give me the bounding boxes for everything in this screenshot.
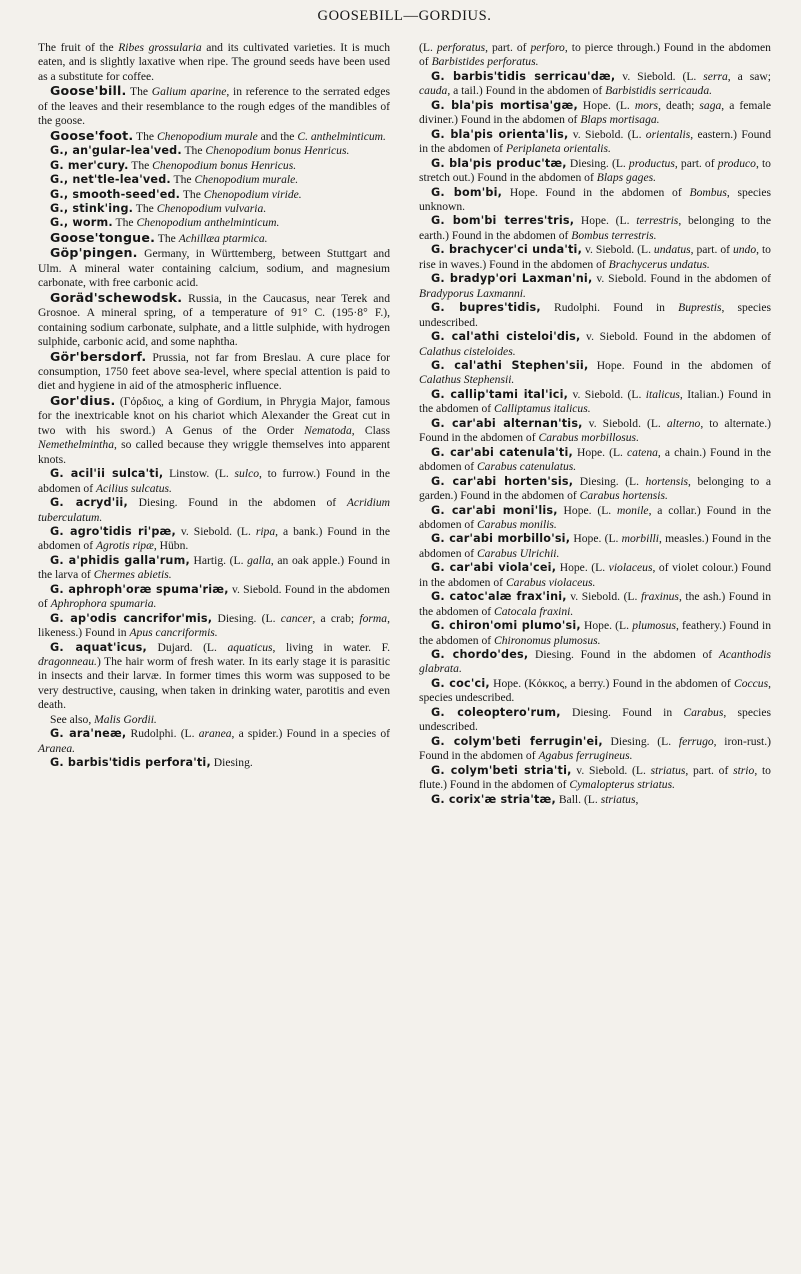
entry-definition: The Chenopodium bonus Henricus. — [181, 144, 350, 158]
dictionary-entry — [419, 388, 771, 417]
entry-headword: G. coc'ci, — [431, 676, 490, 690]
entry-definition: Hope. Found in the abdomen of Bombus, species unknown. — [419, 185, 771, 213]
dictionary-entry — [419, 561, 771, 590]
dictionary-entry — [419, 157, 771, 186]
entry-headword: G. coleoptero'rum, — [431, 705, 561, 719]
entry-headword: G. colym'beti ferrugin'ei, — [431, 734, 603, 748]
entry-definition: Hope. (L. morbilli, measles.) Found in the abdomen of Carabus Ulrichii. — [419, 532, 771, 560]
entry-headword: G. ara'neæ, — [50, 727, 127, 741]
entry-definition: v. Siebold. Found in the abdomen of Calathus cisteloides. — [419, 330, 771, 358]
dictionary-entry — [38, 216, 390, 230]
dictionary-entry — [38, 144, 390, 158]
entry-headword: G. ap'odis cancrifor'mis, — [50, 611, 213, 625]
dictionary-entry — [419, 475, 771, 504]
entry-definition: Diesing. (L. productus, part. of produco, to stretch out.) Found in the abdomen of Blaps gages. — [419, 156, 771, 185]
dictionary-entry — [38, 525, 390, 554]
dictionary-entry — [38, 583, 390, 612]
entry-headword: G. cal'athi cisteloi'dis, — [431, 330, 581, 344]
entry-definition: Diesing. (L. cancer, a crab; forma, likeness.) Found in Apus cancriformis. — [38, 611, 390, 640]
dictionary-entry — [419, 590, 771, 619]
entry-headword: Gör'bersdorf. — [50, 348, 147, 364]
dictionary-entry — [419, 735, 771, 764]
dictionary-entry — [38, 173, 390, 187]
entry-headword: G. car'abi alternan'tis, — [431, 416, 583, 430]
entry-definition: Hope. (L. terrestris, belonging to the earth.) Found in the abdomen of Bombus terrestris. — [419, 214, 771, 242]
dictionary-entry — [419, 243, 771, 272]
dictionary-entry — [38, 129, 390, 144]
entry-definition: v. Siebold. (L. fraxinus, the ash.) Found in the abdomen of Catocala fraxini. — [419, 590, 771, 618]
dictionary-entry — [419, 128, 771, 157]
entry-headword: G. bla'pis orienta'lis, — [431, 127, 569, 141]
entry-headword: G. bom'bi, — [431, 185, 503, 199]
dictionary-entry — [38, 291, 390, 350]
entry-definition: Hope. (L. monile, a collar.) Found in the abdomen of Carabus monilis. — [419, 503, 771, 531]
entry-headword: G. chordo'des, — [431, 648, 529, 662]
entry-headword: G. catoc'alæ frax'ini, — [431, 590, 567, 604]
entry-definition: The Achillæa ptarmica. — [155, 231, 268, 245]
entry-headword: G. aquat'icus, — [50, 640, 147, 654]
entry-definition: Diesing. — [210, 756, 253, 770]
entry-definition: Hope. (L. mors, death; saga, a female diviner.) Found in the abdomen of Blaps mortisaga. — [419, 98, 771, 127]
entry-definition: Diesing. Found in the abdomen of Acridium tuberculatum. — [38, 496, 390, 524]
entry-definition: Hartig. (L. galla, an oak apple.) Found in the larva of Chermes abietis. — [38, 553, 390, 582]
entry-headword: G. car'abi moni'lis, — [431, 503, 558, 517]
dictionary-entry — [38, 496, 390, 525]
entry-definition: Diesing. Found in the abdomen of Acanthodis glabrata. — [419, 648, 771, 676]
entry-headword: G. barbis'tidis perfora'ti, — [50, 756, 211, 770]
entry-definition: v. Siebold. (L. serra, a saw; cauda, a tail.) Found in the abdomen of Barbistidis serricauda. — [419, 69, 771, 98]
dictionary-entry — [38, 188, 390, 202]
entry-headword: G. bla'pis mortisa'gæ, — [431, 98, 578, 112]
dictionary-entry — [419, 330, 771, 359]
dictionary-entry — [38, 246, 390, 290]
entry-headword: Goräd'schewodsk. — [50, 289, 183, 305]
dictionary-entry — [38, 641, 390, 713]
entry-definition: (Γόρδιος, a king of Gordium, in Phrygia Major, famous for the inextricable knot on his chariot which Alexander the Great cut in two with his sword.) A Genus of the Order Nematoda, Class Nemethelmintha, so called because they wriggle themselves into apparent knots. — [38, 394, 390, 466]
dictionary-entry — [38, 756, 390, 770]
entry-definition: Diesing. Found in Carabus, species undescribed. — [419, 705, 771, 734]
entry-headword: G. mer'cury. — [50, 158, 129, 172]
entry-headword: G. corix'æ stria'tæ, — [431, 792, 556, 806]
entry-headword: Goose'bill. — [50, 83, 127, 99]
entry-definition: The Chenopodium bonus Henricus. — [128, 158, 297, 172]
dictionary-entry — [38, 612, 390, 641]
entry-definition: Dujard. (L. aquaticus, living in water. F. dragonneau.) The hair worm of fresh water. In its early stage it is parasitic in insects and their larvæ. In former times this worm was supposed to be very destructive, causing, when taken in drinking water, parotitis and even death. — [38, 640, 390, 712]
entry-definition: v. Siebold. (L. orientalis, eastern.) Found in the abdomen of Periplaneta orientalis. — [419, 127, 771, 156]
entry-headword: G. car'abi horten'sis, — [431, 474, 574, 488]
dictionary-entry — [38, 41, 390, 84]
entry-headword: G., smooth-seed'ed. — [50, 187, 181, 201]
entry-headword: Goose'foot. — [50, 127, 134, 143]
entry-headword: G. bom'bi terres'tris, — [431, 214, 575, 228]
dictionary-entry — [419, 41, 771, 70]
entry-definition: Diesing. (L. ferrugo, iron-rust.) Found in the abdomen of Agabus ferrugineus. — [419, 734, 771, 763]
entry-definition: The Galium aparine, in reference to the serrated edges of the leaves and their resemblance to the rough edges of the mandibles of the goose. — [38, 85, 390, 128]
entry-headword: Göp'pingen. — [50, 245, 138, 261]
dictionary-entry — [419, 272, 771, 301]
entry-definition: Diesing. (L. hortensis, belonging to a garden.) Found in the abdomen of Carabus hortensis. — [419, 474, 771, 503]
entry-headword: G. barbis'tidis serricau'dæ, — [431, 69, 616, 83]
entry-headword: G., net'tle-lea'ved. — [50, 173, 171, 187]
dictionary-entry — [419, 70, 771, 99]
entry-definition: Ball. (L. striatus, — [555, 792, 639, 806]
dictionary-entry — [419, 186, 771, 215]
entry-definition: Prussia, not far from Breslau. A cure place for consumption, 1750 feet above sea-level, where special attention is paid to diet and hygiene in aid of the atmospheric influence. — [38, 350, 390, 393]
entry-headword: G. cal'athi Stephen'sii, — [431, 358, 589, 372]
entry-definition: Germany, in Württemberg, between Stuttgart and Ulm. A mineral water containing calcium, sodium, and magnesium carbonate, with free carbonic acid. — [38, 247, 390, 290]
dictionary-entry — [419, 532, 771, 561]
entry-headword: G., an'gular-lea'ved. — [50, 144, 182, 158]
entry-definition: The Chenopodium murale. — [170, 173, 299, 187]
right-column — [419, 41, 771, 807]
entry-headword: G. bupres'tidis, — [431, 301, 541, 315]
entry-headword: G. acil'ii sulca'ti, — [50, 467, 164, 481]
dictionary-entry — [419, 648, 771, 677]
dictionary-entry — [38, 394, 390, 467]
entry-definition: v. Siebold. (L. undatus, part. of undo, to rise in waves.) Found in the abdomen of Brachycerus undatus. — [419, 243, 771, 271]
dictionary-entry — [38, 202, 390, 216]
entry-headword: G. colym'beti stria'ti, — [431, 763, 572, 777]
dictionary-entry — [419, 619, 771, 648]
dictionary-entry — [419, 764, 771, 793]
entry-headword: G. callip'tami ital'ici, — [431, 387, 569, 401]
entry-definition: Hope. (L. plumosus, feathery.) Found in the abdomen of Chironomus plumosus. — [419, 619, 771, 647]
entry-headword: G. brachycer'ci unda'ti, — [431, 243, 583, 257]
dictionary-entry — [419, 706, 771, 735]
entry-definition: (L. perforatus, part. of perforo, to pierce through.) Found in the abdomen of Barbistides perforatus. — [419, 41, 771, 69]
dictionary-entry — [419, 793, 771, 807]
dictionary-entry — [38, 84, 390, 128]
entry-definition: v. Siebold. Found in the abdomen of Aphrophora spumaria. — [38, 582, 390, 611]
entry-definition: v. Siebold. (L. ripa, a bank.) Found in the abdomen of Agrotis ripæ, Hübn. — [38, 524, 390, 553]
dictionary-entry — [38, 727, 390, 756]
entry-headword: G., worm. — [50, 216, 113, 230]
entry-definition: Hope. (Κόκκος, a berry.) Found in the abdomen of Coccus, species undescribed. — [419, 676, 772, 705]
entry-headword: G. car'abi catenula'ti, — [431, 445, 573, 459]
entry-definition: See also, Malis Gordii. — [50, 712, 157, 726]
dictionary-entry — [38, 554, 390, 583]
entry-definition: Rudolphi. Found in Buprestis, species undescribed. — [419, 301, 771, 329]
entry-headword: G. chiron'omi plumo'si, — [431, 619, 581, 633]
entry-definition: v. Siebold. (L. italicus, Italian.) Found in the abdomen of Calliptamus italicus. — [419, 387, 772, 416]
entry-definition: The Chenopodium viride. — [180, 187, 302, 201]
entry-definition: The Chenopodium murale and the C. anthelminticum. — [133, 129, 386, 143]
dictionary-entry — [38, 159, 390, 173]
entry-headword: G., stink'ing. — [50, 201, 134, 215]
entry-headword: G. agro'tidis ri'pæ, — [50, 524, 176, 538]
entry-definition: The Chenopodium vulvaria. — [133, 201, 267, 215]
entry-headword: G. aphroph'oræ spuma'riæ, — [50, 582, 229, 596]
dictionary-entry — [419, 99, 771, 128]
running-head: GOOSEBILL—GORDIUS. — [317, 8, 492, 24]
entry-definition: Hope. (L. violaceus, of violet colour.) Found in the abdomen of Carabus violaceus. — [419, 561, 771, 589]
entry-definition: v. Siebold. Found in the abdomen of Bradyporus Laxmanni. — [419, 272, 771, 300]
entry-definition: v. Siebold. (L. alterno, to alternate.) Found in the abdomen of Carabus morbillosus. — [419, 416, 771, 445]
dictionary-entry — [419, 504, 771, 533]
entry-headword: G. bradyp'ori Laxman'ni, — [431, 272, 593, 286]
dictionary-entry — [38, 467, 390, 496]
entry-definition: v. Siebold. (L. striatus, part. of strio, to flute.) Found in the abdomen of Cymalopterus striatus. — [419, 763, 771, 792]
dictionary-entry — [38, 713, 390, 727]
dictionary-entry — [419, 214, 771, 243]
entry-headword: G. bla'pis produc'tæ, — [431, 156, 567, 170]
columns — [38, 41, 771, 807]
entry-headword: G. acryd'ii, — [50, 496, 128, 510]
entry-definition: Russia, in the Caucasus, near Terek and Grosnoe. A mineral spring, of a temperature of 91° C. (195·8° F.), containing sodium carbonate, sulphate, and a little sulphide, with hydrogen sulphide, carbonic acid, and some naphtha. — [38, 291, 390, 349]
entry-headword: G. car'abi morbillo'si, — [431, 532, 571, 546]
entry-definition: Hope. Found in the abdomen of Calathus Stephensii. — [419, 358, 771, 387]
entry-definition: Linstow. (L. sulco, to furrow.) Found in the abdomen of Acilius sulcatus. — [38, 467, 390, 495]
entry-definition: Rudolphi. (L. aranea, a spider.) Found in a species of Aranea. — [38, 727, 390, 755]
entry-headword: Goose'tongue. — [50, 229, 156, 245]
dictionary-entry — [419, 359, 771, 388]
dictionary-entry — [419, 677, 771, 706]
left-column — [38, 41, 390, 807]
entry-definition: The fruit of the Ribes grossularia and its cultivated varieties. It is much eaten, and is slightly laxative when ripe. The ground seeds have been used as a substitute for coffee. — [38, 41, 390, 83]
entry-headword: Gor'dius. — [50, 392, 116, 408]
entry-headword: G. car'abi viola'cei, — [431, 561, 557, 575]
dictionary-entry — [419, 446, 771, 475]
entry-headword: G. a'phidis galla'rum, — [50, 553, 190, 567]
dictionary-entry — [419, 417, 771, 446]
dictionary-entry — [419, 301, 771, 330]
entry-definition: Hope. (L. catena, a chain.) Found in the abdomen of Carabus catenulatus. — [419, 445, 771, 474]
entry-definition: The Chenopodium anthelminticum. — [112, 216, 280, 230]
dictionary-entry — [38, 231, 390, 246]
dictionary-entry — [38, 350, 390, 394]
